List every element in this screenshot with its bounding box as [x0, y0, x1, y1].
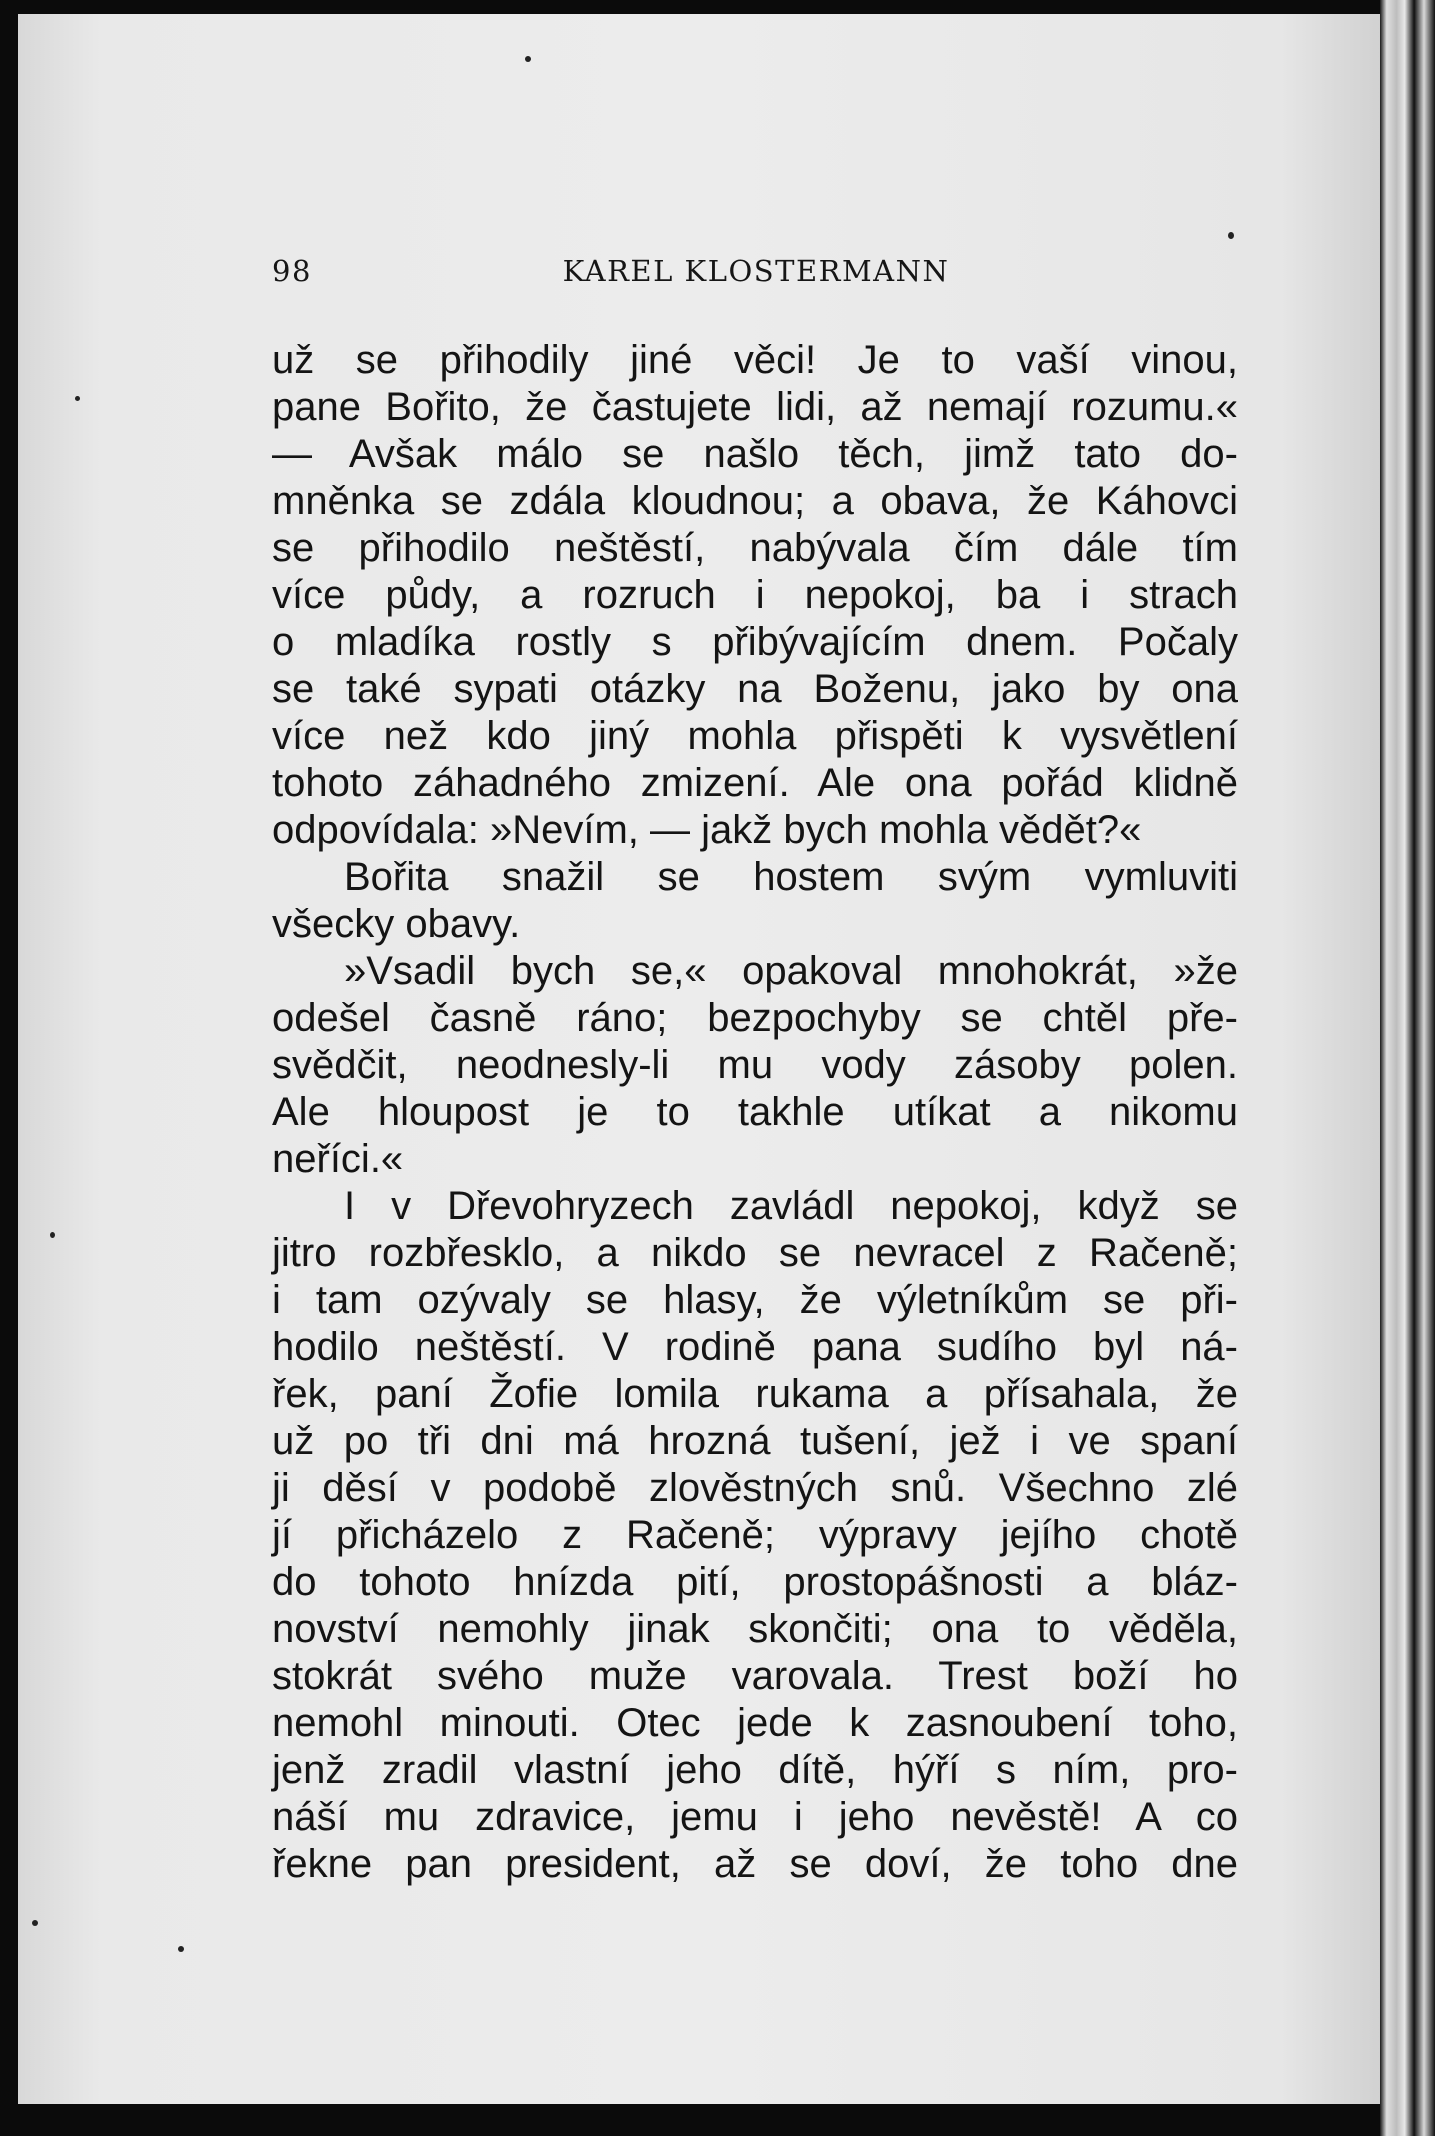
text-line: se také sypati otázky na Boženu, jako by ona: [272, 667, 1238, 711]
text-line: řek, paní Žofie lomila rukama a přísahala, že: [272, 1372, 1238, 1416]
dust-speck: [32, 1920, 38, 1926]
text-line: nemohl minouti. Otec jede k zasnoubení toho,: [272, 1701, 1238, 1745]
dust-speck: [1228, 232, 1234, 239]
text-line: do tohoto hnízda pití, prostopášnosti a bláz-: [272, 1560, 1238, 1604]
body-text: [272, 337, 1238, 1888]
text-line: ji děsí v podobě zlověstných snů. Všechno zlé: [272, 1466, 1238, 1510]
text-line: i tam ozývaly se hlasy, že výletníkům se při-: [272, 1278, 1238, 1322]
text-line: jí přicházelo z Račeně; výpravy jejího chotě: [272, 1513, 1238, 1557]
running-head: KAREL KLOSTERMANN: [562, 254, 950, 288]
text-line: už se přihodily jiné věci! Je to vaší vinou,: [272, 338, 1238, 382]
text-line: novství nemohly jinak skončiti; ona to věděla,: [272, 1607, 1238, 1651]
dust-speck: [525, 56, 531, 62]
text-line: jitro rozbřesklo, a nikdo se nevracel z Račeně;: [272, 1231, 1238, 1275]
text-line: odpovídala: »Nevím, — jakž bych mohla vědět?«: [272, 808, 1142, 852]
text-line: o mladíka rostly s přibývajícím dnem. Počaly: [272, 620, 1238, 664]
dust-speck: [75, 396, 80, 401]
text-line: už po tři dni má hrozná tušení, jež i ve spaní: [272, 1419, 1238, 1463]
dust-speck: [50, 1232, 55, 1238]
text-line: pane Bořito, že častujete lidi, až nemají rozumu.«: [272, 385, 1238, 429]
page-number: 98: [272, 254, 312, 288]
text-line: tohoto záhadného zmizení. Ale ona pořád klidně: [272, 761, 1238, 805]
text-line: hodilo neštěstí. V rodině pana sudího byl ná-: [272, 1325, 1238, 1369]
text-line: náší mu zdravice, jemu i jeho nevěstě! A co: [272, 1795, 1238, 1839]
text-line: Ale hloupost je to takhle utíkat a nikomu: [272, 1090, 1238, 1134]
text-line: »Vsadil bych se,« opakoval mnohokrát, »že: [344, 949, 1238, 993]
text-line: řekne pan president, až se doví, že toho dne: [272, 1842, 1238, 1886]
text-line: mněnka se zdála kloudnou; a obava, že Káhovci: [272, 479, 1238, 523]
book-spine-edge: [1380, 0, 1435, 2136]
text-line: jenž zradil vlastní jeho dítě, hýří s ním, pro-: [272, 1748, 1238, 1792]
text-line: všecky obavy.: [272, 902, 521, 946]
text-line: I v Dřevohryzech zavládl nepokoj, když se: [344, 1184, 1238, 1228]
text-line: stokrát svého muže varovala. Trest boží ho: [272, 1654, 1238, 1698]
text-line: více půdy, a rozruch i nepokoj, ba i strach: [272, 573, 1238, 617]
text-line: se přihodilo neštěstí, nabývala čím dále tím: [272, 526, 1238, 570]
text-line: odešel časně ráno; bezpochyby se chtěl pře-: [272, 996, 1238, 1040]
text-line: Bořita snažil se hostem svým vymluviti: [344, 855, 1238, 899]
text-line: neříci.«: [272, 1137, 404, 1181]
text-line: — Avšak málo se našlo těch, jimž tato do-: [272, 432, 1238, 476]
dust-speck: [178, 1946, 184, 1952]
text-line: více než kdo jiný mohla přispěti k vysvětlení: [272, 714, 1238, 758]
page-header: [272, 254, 1240, 294]
text-line: svědčit, neodnesly-li mu vody zásoby polen.: [272, 1043, 1238, 1087]
